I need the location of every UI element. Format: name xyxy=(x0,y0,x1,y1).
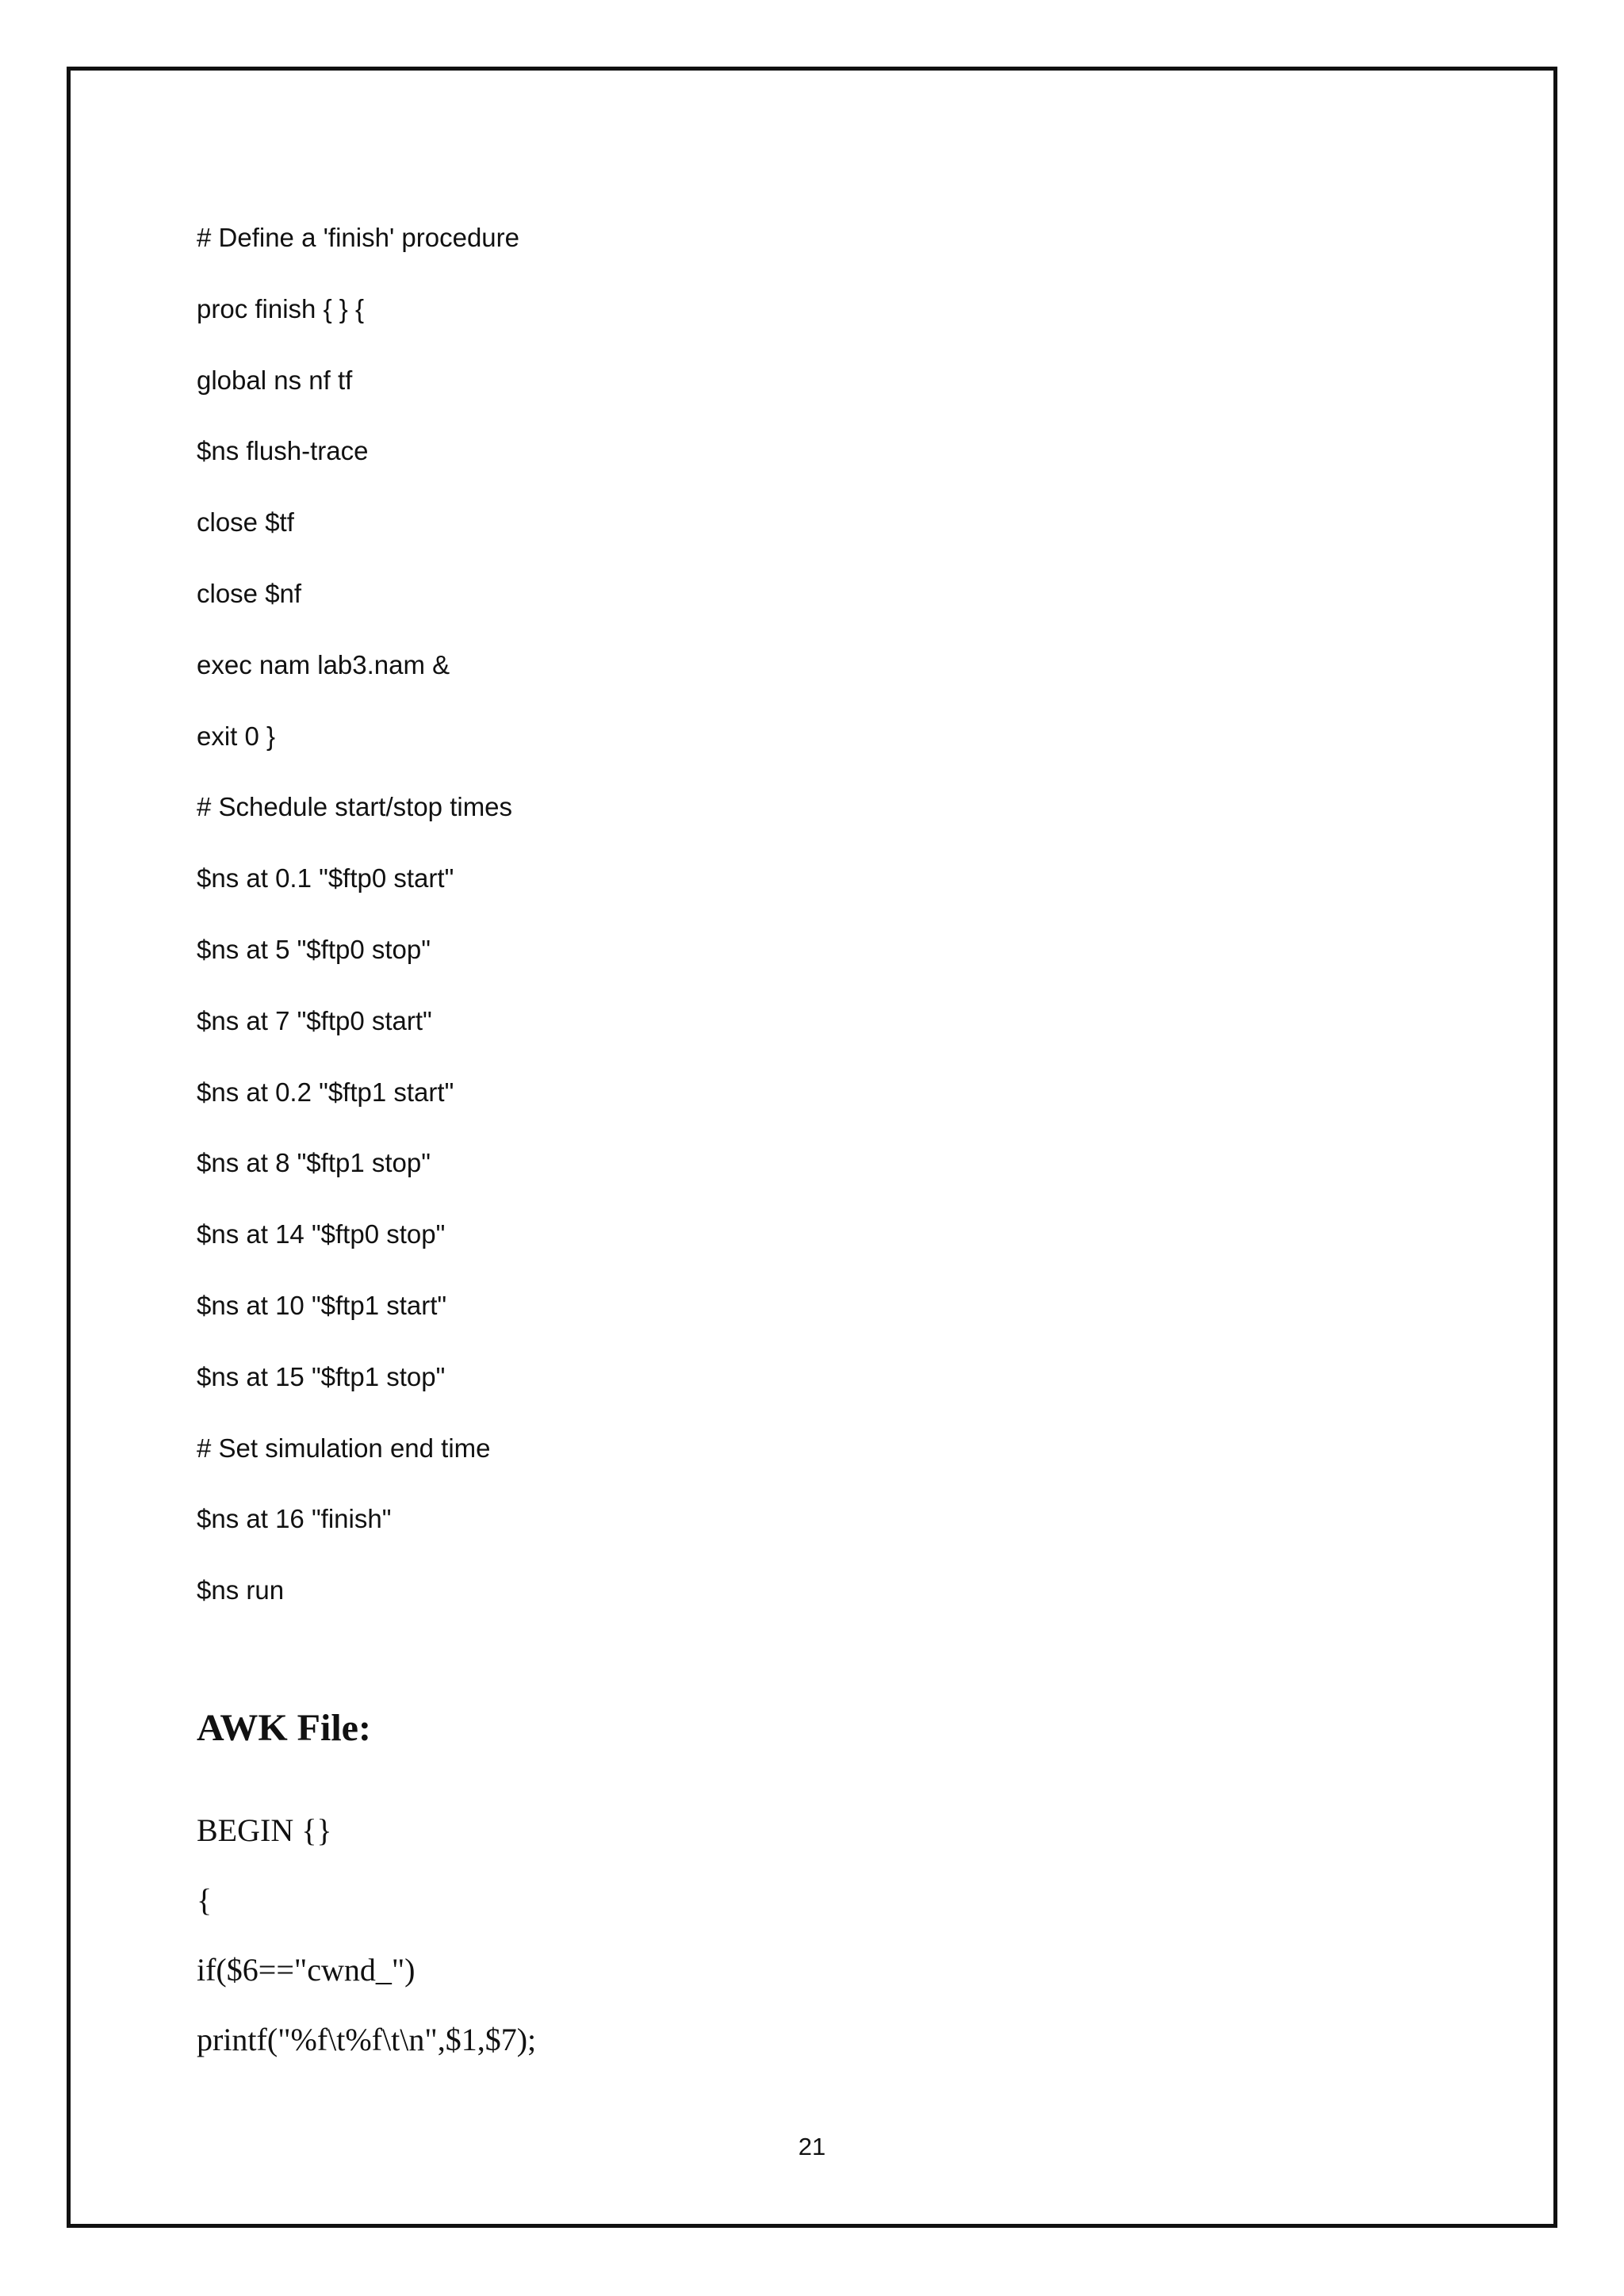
awk-line: if($6=="cwnd_") xyxy=(197,1952,416,1988)
awk-line: BEGIN {} xyxy=(197,1812,332,1848)
code-line: $ns at 10 "$ftp1 start" xyxy=(197,1290,447,1320)
awk-section-heading: AWK File: xyxy=(197,1707,371,1749)
code-line: close $nf xyxy=(197,578,302,608)
code-line: $ns at 15 "$ftp1 stop" xyxy=(197,1361,446,1391)
code-line: $ns flush-trace xyxy=(197,436,369,466)
tcl-code-block xyxy=(197,202,519,1626)
code-line: $ns at 5 "$ftp0 stop" xyxy=(197,934,431,964)
page-number: 21 xyxy=(798,2133,826,2160)
code-line: exec nam lab3.nam & xyxy=(197,649,450,679)
code-line: $ns at 0.2 "$ftp1 start" xyxy=(197,1077,454,1107)
code-line: # Set simulation end time xyxy=(197,1433,491,1463)
code-line: $ns at 14 "$ftp0 stop" xyxy=(197,1219,446,1249)
code-line: $ns at 16 "finish" xyxy=(197,1504,392,1534)
code-line: $ns at 8 "$ftp1 stop" xyxy=(197,1148,431,1178)
code-line: $ns run xyxy=(197,1575,285,1605)
awk-line: printf("%f\t%f\t\n",$1,$7); xyxy=(197,2022,537,2057)
awk-code-block xyxy=(197,1796,536,2075)
code-line: $ns at 0.1 "$ftp0 start" xyxy=(197,863,454,894)
code-line: $ns at 7 "$ftp0 start" xyxy=(197,1005,432,1035)
code-line: global ns nf tf xyxy=(197,365,353,395)
code-line: # Schedule start/stop times xyxy=(197,792,513,822)
code-line: # Define a 'finish' procedure xyxy=(197,223,520,252)
awk-line: { xyxy=(197,1882,213,1918)
code-line: proc finish { } { xyxy=(197,293,364,323)
code-line: close $tf xyxy=(197,507,294,538)
code-line: exit 0 } xyxy=(197,721,276,751)
